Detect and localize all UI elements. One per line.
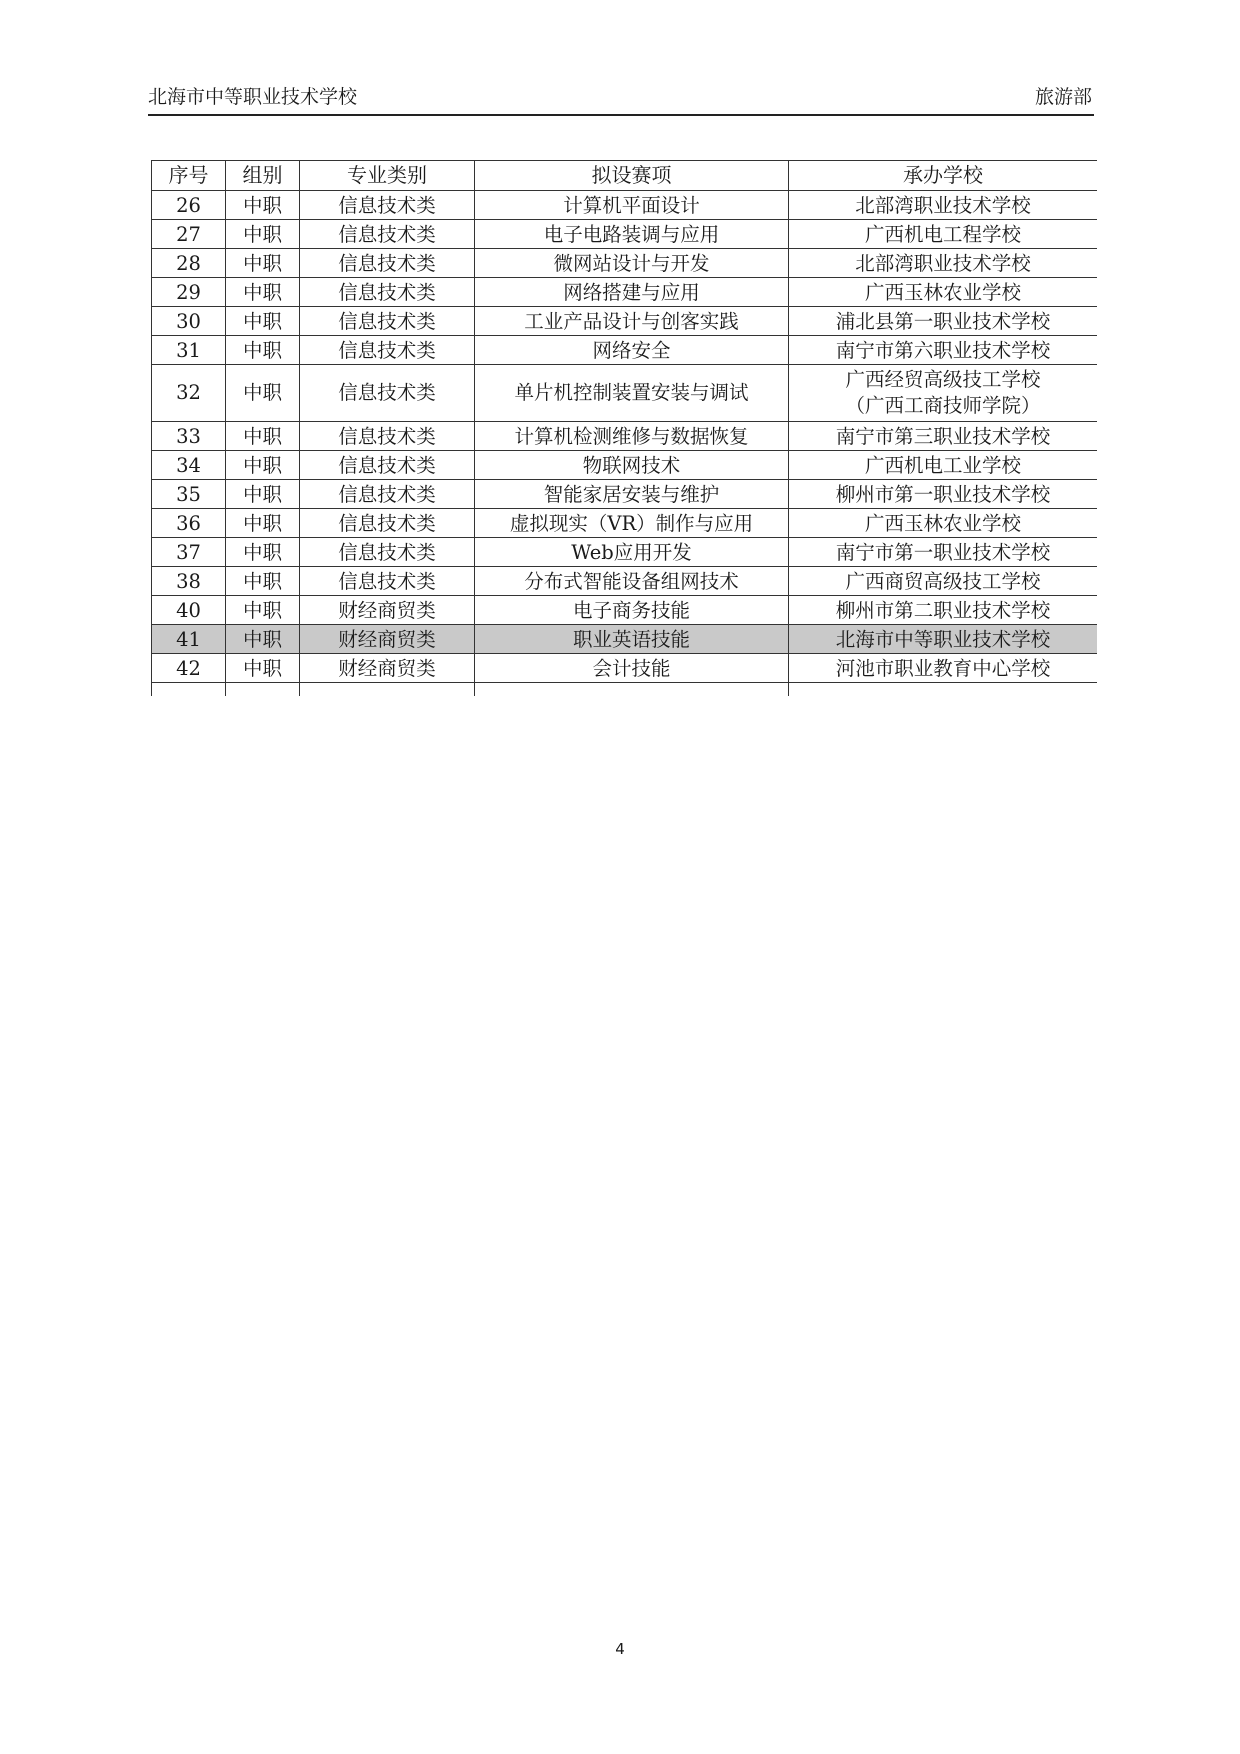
table-row xyxy=(152,365,1098,422)
cell-category: 信息技术类 xyxy=(300,567,475,596)
page-number: 4 xyxy=(615,1640,625,1658)
host-school-line: 广西经贸高级技工学校 xyxy=(845,368,1041,391)
cell-group: 中职 xyxy=(226,422,300,451)
cell-number: 40 xyxy=(152,596,226,625)
cell-event: 虚拟现实（VR）制作与应用 xyxy=(475,509,789,538)
clipped-cell xyxy=(789,683,1098,697)
host-school-line: 南宁市第一职业技术学校 xyxy=(835,540,1051,564)
cell-group: 中职 xyxy=(226,278,300,307)
cell-number: 42 xyxy=(152,654,226,683)
cell-group: 中职 xyxy=(226,191,300,220)
cell-number: 30 xyxy=(152,307,226,336)
cell-host-school xyxy=(789,307,1098,336)
table-body xyxy=(152,191,1098,697)
cell-number: 33 xyxy=(152,422,226,451)
cell-group: 中职 xyxy=(226,625,300,654)
table-row xyxy=(152,538,1098,567)
clipped-cell xyxy=(475,683,789,697)
cell-category: 信息技术类 xyxy=(300,278,475,307)
cell-event: 职业英语技能 xyxy=(475,625,789,654)
host-school-line: （广西工商技师学院） xyxy=(845,394,1041,417)
table-row xyxy=(152,480,1098,509)
cell-number: 35 xyxy=(152,480,226,509)
table-row xyxy=(152,307,1098,336)
table-row xyxy=(152,509,1098,538)
cell-group: 中职 xyxy=(226,509,300,538)
table-row xyxy=(152,220,1098,249)
host-school-line: 北海市中等职业技术学校 xyxy=(835,627,1051,651)
host-school-line: 北部湾职业技术学校 xyxy=(855,251,1031,275)
cell-number: 27 xyxy=(152,220,226,249)
cell-number: 28 xyxy=(152,249,226,278)
cell-group: 中职 xyxy=(226,567,300,596)
host-school-line: 北部湾职业技术学校 xyxy=(855,193,1031,217)
cell-host-school xyxy=(789,509,1098,538)
cell-number: 34 xyxy=(152,451,226,480)
cell-group: 中职 xyxy=(226,365,300,422)
cell-event: 单片机控制装置安装与调试 xyxy=(475,365,789,422)
cell-event: 计算机检测维修与数据恢复 xyxy=(475,422,789,451)
column-header-number: 序号 xyxy=(152,161,226,191)
table-row xyxy=(152,567,1098,596)
cell-category: 财经商贸类 xyxy=(300,596,475,625)
cell-category: 信息技术类 xyxy=(300,336,475,365)
cell-event: 物联网技术 xyxy=(475,451,789,480)
host-school-line: 柳州市第二职业技术学校 xyxy=(835,598,1051,622)
cell-host-school xyxy=(789,278,1098,307)
cell-host-school xyxy=(789,596,1098,625)
host-school-line: 浦北县第一职业技术学校 xyxy=(835,309,1051,333)
cell-number: 38 xyxy=(152,567,226,596)
cell-group: 中职 xyxy=(226,307,300,336)
cell-host-school xyxy=(789,336,1098,365)
cell-host-school xyxy=(789,220,1098,249)
column-header-group: 组别 xyxy=(226,161,300,191)
table-row xyxy=(152,625,1098,654)
cell-category: 信息技术类 xyxy=(300,307,475,336)
cell-host-school xyxy=(789,654,1098,683)
table-row xyxy=(152,278,1098,307)
host-school-line: 南宁市第六职业技术学校 xyxy=(835,338,1051,362)
cell-category: 信息技术类 xyxy=(300,365,475,422)
cell-host-school xyxy=(789,480,1098,509)
table-row xyxy=(152,422,1098,451)
cell-event: 工业产品设计与创客实践 xyxy=(475,307,789,336)
cell-group: 中职 xyxy=(226,249,300,278)
cell-event: 电子商务技能 xyxy=(475,596,789,625)
cell-host-school xyxy=(789,249,1098,278)
cell-host-school xyxy=(789,422,1098,451)
table-row-clipped xyxy=(152,683,1098,697)
host-school-line: 广西机电工业学校 xyxy=(864,453,1021,477)
cell-category: 信息技术类 xyxy=(300,422,475,451)
cell-event: 电子电路装调与应用 xyxy=(475,220,789,249)
competition-table-container xyxy=(151,160,1097,696)
header-department: 旅游部 xyxy=(1034,86,1092,108)
table-row xyxy=(152,191,1098,220)
table-row xyxy=(152,249,1098,278)
cell-group: 中职 xyxy=(226,654,300,683)
clipped-cell xyxy=(226,683,300,697)
column-header-event: 拟设赛项 xyxy=(475,161,789,191)
cell-host-school xyxy=(789,538,1098,567)
table-row xyxy=(152,451,1098,480)
cell-category: 信息技术类 xyxy=(300,538,475,567)
column-header-host-school: 承办学校 xyxy=(789,161,1098,191)
column-header-category: 专业类别 xyxy=(300,161,475,191)
cell-event: 智能家居安装与维护 xyxy=(475,480,789,509)
clipped-cell xyxy=(300,683,475,697)
table-row xyxy=(152,336,1098,365)
host-school-line: 河池市职业教育中心学校 xyxy=(835,656,1051,680)
table-row xyxy=(152,654,1098,683)
cell-category: 信息技术类 xyxy=(300,509,475,538)
table-header-row xyxy=(152,161,1098,191)
cell-event: 分布式智能设备组网技术 xyxy=(475,567,789,596)
host-school-line: 广西玉林农业学校 xyxy=(864,280,1021,304)
cell-group: 中职 xyxy=(226,480,300,509)
cell-category: 信息技术类 xyxy=(300,220,475,249)
host-school-line: 柳州市第一职业技术学校 xyxy=(835,482,1051,506)
cell-event: 微网站设计与开发 xyxy=(475,249,789,278)
clipped-cell xyxy=(152,683,226,697)
table-row xyxy=(152,596,1098,625)
cell-number: 26 xyxy=(152,191,226,220)
header-school-name: 北海市中等职业技术学校 xyxy=(148,86,358,108)
host-school-line: 广西商贸高级技工学校 xyxy=(845,569,1041,593)
page-header xyxy=(148,84,1094,116)
cell-category: 信息技术类 xyxy=(300,451,475,480)
cell-number: 41 xyxy=(152,625,226,654)
cell-group: 中职 xyxy=(226,220,300,249)
cell-category: 信息技术类 xyxy=(300,191,475,220)
cell-host-school xyxy=(789,625,1098,654)
cell-category: 信息技术类 xyxy=(300,480,475,509)
cell-group: 中职 xyxy=(226,596,300,625)
cell-host-school xyxy=(789,191,1098,220)
cell-number: 29 xyxy=(152,278,226,307)
cell-event: 网络搭建与应用 xyxy=(475,278,789,307)
cell-group: 中职 xyxy=(226,451,300,480)
cell-number: 37 xyxy=(152,538,226,567)
cell-group: 中职 xyxy=(226,538,300,567)
cell-event: Web应用开发 xyxy=(475,538,789,567)
cell-host-school xyxy=(789,451,1098,480)
cell-number: 36 xyxy=(152,509,226,538)
host-school-line: 南宁市第三职业技术学校 xyxy=(835,424,1051,448)
host-school-line: 广西玉林农业学校 xyxy=(864,511,1021,535)
cell-host-school xyxy=(789,365,1098,422)
cell-event: 会计技能 xyxy=(475,654,789,683)
host-school-line: 广西机电工程学校 xyxy=(864,222,1021,246)
cell-category: 信息技术类 xyxy=(300,249,475,278)
cell-event: 计算机平面设计 xyxy=(475,191,789,220)
cell-host-school xyxy=(789,567,1098,596)
cell-group: 中职 xyxy=(226,336,300,365)
cell-category: 财经商贸类 xyxy=(300,625,475,654)
cell-number: 32 xyxy=(152,365,226,422)
cell-event: 网络安全 xyxy=(475,336,789,365)
cell-category: 财经商贸类 xyxy=(300,654,475,683)
cell-number: 31 xyxy=(152,336,226,365)
competition-table xyxy=(151,160,1097,696)
